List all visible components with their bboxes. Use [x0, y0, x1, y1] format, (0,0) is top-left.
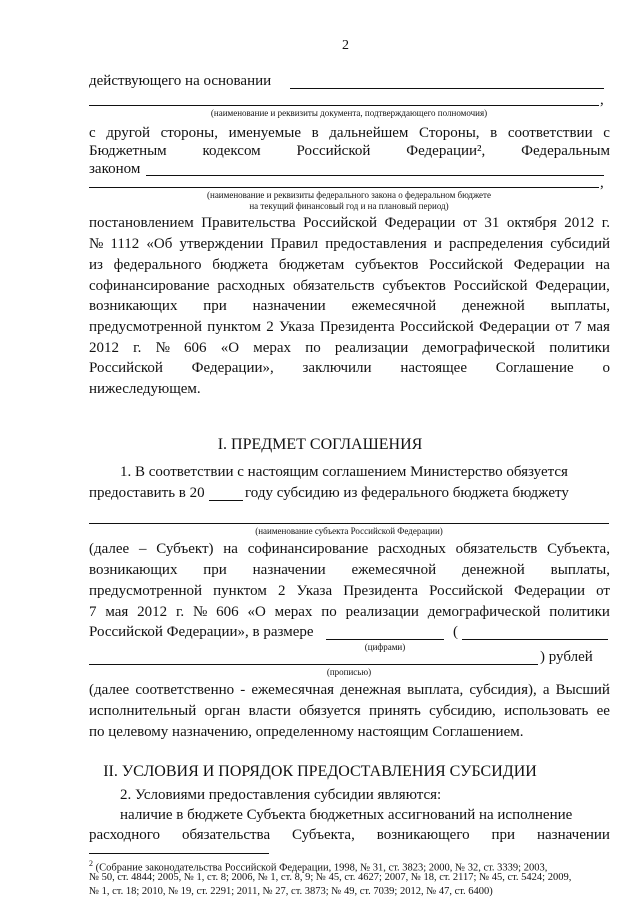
text-line: возникающих при назначении ежемесячной денежной выплаты, — [89, 298, 610, 314]
page-number: 2 — [342, 38, 349, 53]
text-line: законом — [89, 161, 141, 177]
section-title: II. УСЛОВИЯ И ПОРЯДОК ПРЕДОСТАВЛЕНИЯ СУБСИДИИ — [103, 763, 537, 780]
blank-field[interactable] — [89, 187, 599, 188]
field-caption: (цифрами) — [364, 642, 406, 652]
text-line: (далее соответственно - ежемесячная денежная выплата, субсидия), а Высший — [89, 682, 610, 698]
text-line: ) рублей — [540, 649, 593, 665]
field-caption: на текущий финансовый год и на плановый период) — [249, 201, 449, 211]
text-line: софинансирование расходных обязательств субъектов Российской Федерации, — [89, 278, 610, 294]
amount-words-field[interactable] — [462, 639, 608, 640]
field-caption: (наименование и реквизиты документа, подтверждающего полномочия) — [210, 108, 488, 118]
text-line: 1. В соответствии с настоящим соглашением Министерство обязуется — [120, 464, 568, 480]
blank-field[interactable] — [89, 105, 599, 106]
text-line: действующего на основании — [89, 73, 272, 89]
text-line-justified: с другой стороны, именуемые в дальнейшем Стороны, в соответствии с — [89, 125, 610, 141]
footnote-line: № 1, ст. 18; 2010, № 19, ст. 2291; 2011, № 27, ст. 3873; № 49, ст. 7039; 2012, № 47, ст. 6400) — [89, 886, 493, 897]
text-line: Российской Федерации», заключили настоящее Соглашение о — [89, 360, 610, 376]
field-caption: (прописью) — [326, 667, 372, 677]
text-line: году субсидию из федерального бюджета бюджету — [245, 485, 569, 501]
text-line-justified: Бюджетным кодексом Российской Федерации², Федеральным — [89, 143, 610, 159]
text-line: нижеследующем. — [89, 381, 201, 397]
text-line: 7 мая 2012 г. № 606 «О мерах по реализации демографической политики — [89, 604, 610, 620]
footnote-line: № 50, ст. 4844; 2005, № 1, ст. 8; 2006, № 1, ст. 8, 9; № 45, ст. 4627; 2007, № 18, ст. 2117; № 45, ст. 5424; 2009, — [89, 872, 572, 883]
text-line: из федерального бюджета бюджетам субъектов Российской Федерации на — [89, 257, 610, 273]
paren: ( — [453, 624, 458, 640]
section-title: I. ПРЕДМЕТ СОГЛАШЕНИЯ — [217, 436, 423, 453]
blank-field[interactable] — [290, 88, 604, 89]
blank-field[interactable] — [89, 523, 609, 524]
blank-field[interactable] — [146, 175, 604, 176]
comma: , — [600, 92, 604, 108]
year-field[interactable] — [209, 500, 243, 501]
footnote-rule — [89, 853, 269, 854]
text-line: исполнительный орган власти обязуется принять субсидию, использовать ее — [89, 703, 610, 719]
text-line: постановлением Правительства Российской Федерации от 31 октября 2012 г. — [89, 215, 610, 231]
comma: , — [600, 175, 604, 191]
text-line: 2012 г. № 606 «О мерах по реализации демографической политики — [89, 340, 610, 356]
text-line: предусмотренной пунктом 2 Указа Президента Российской Федерации от — [89, 583, 610, 599]
text-line: расходного обязательства Субъекта, возникающего при назначении — [89, 827, 610, 843]
field-caption: (наименование субъекта Российской Федерации) — [255, 526, 443, 536]
footnote-line: (Собрание законодательства Российской Федерации, 1998, № 31, ст. 3823; 2000, № 32, ст. 3339; 2003, — [93, 862, 548, 874]
text-line: наличие в бюджете Субъекта бюджетных ассигнований на исполнение — [120, 807, 573, 823]
amount-words-field-2[interactable] — [89, 664, 538, 665]
text-line: по целевому назначению, определенному настоящим Соглашением. — [89, 724, 524, 740]
text-line: предусмотренной пунктом 2 Указа Президента Российской Федерации от 7 мая — [89, 319, 610, 335]
footnote-mark: 2 — [89, 859, 93, 868]
field-caption: (наименование и реквизиты федерального закона о федеральном бюджете — [207, 190, 491, 200]
text-line: 2. Условиями предоставления субсидии являются: — [120, 787, 442, 803]
text-line: Российской Федерации», в размере — [89, 624, 314, 640]
amount-digits-field[interactable] — [326, 639, 444, 640]
text-line: предоставить в 20 — [89, 485, 205, 501]
text-line: (далее – Субъект) на софинансирование расходных обязательств Субъекта, — [89, 541, 610, 557]
text-line: № 1112 «Об утверждении Правил предоставления и распределения субсидий — [89, 236, 610, 252]
text-line: возникающих при назначении ежемесячной денежной выплаты, — [89, 562, 610, 578]
